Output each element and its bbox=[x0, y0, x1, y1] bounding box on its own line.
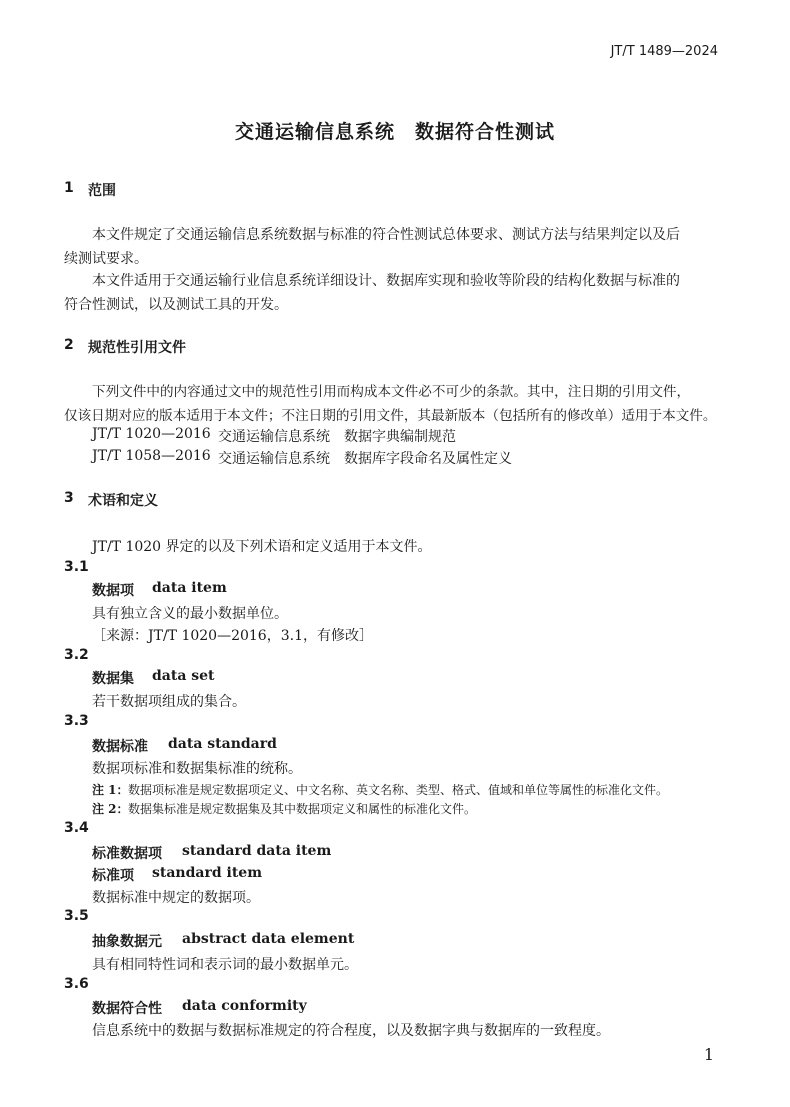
section-1-number: 1 bbox=[64, 180, 74, 196]
document-code: JT/T 1489—2024 bbox=[610, 44, 718, 59]
term-3-4-zh: 标准数据项 bbox=[92, 846, 162, 862]
term-3-4-zh-alt: 标准项 bbox=[92, 868, 134, 884]
s3-intro: JT/T 1020 界定的以及下列术语和定义适用于本文件。 bbox=[92, 539, 432, 555]
ref-2-title: 交通运输信息系统 数据库字段命名及属性定义 bbox=[218, 451, 512, 467]
term-3-4-definition: 数据标准中规定的数据项。 bbox=[92, 890, 260, 906]
term-3-6-en: data conformity bbox=[182, 998, 307, 1014]
s1-para1-line1: 本文件规定了交通运输信息系统数据与标准的符合性测试总体要求、测试方法与结果判定以及后 bbox=[92, 227, 680, 243]
s1-para2-line1: 本文件适用于交通运输行业信息系统详细设计、数据库实现和验收等阶段的结构化数据与标准的 bbox=[92, 273, 680, 289]
term-3-5-en: abstract data element bbox=[182, 931, 355, 947]
term-3-3-number: 3.3 bbox=[64, 713, 89, 729]
term-3-1-definition: 具有独立含义的最小数据单位。 bbox=[92, 606, 288, 622]
term-3-1-zh: 数据项 bbox=[92, 583, 134, 599]
term-3-6-definition: 信息系统中的数据与数据标准规定的符合程度，以及数据字典与数据库的一致程度。 bbox=[92, 1023, 610, 1039]
term-3-5-zh: 抽象数据元 bbox=[92, 934, 162, 950]
s1-para2-line2: 符合性测试，以及测试工具的开发。 bbox=[64, 297, 288, 313]
term-3-6-zh: 数据符合性 bbox=[92, 1001, 162, 1017]
term-3-3-en: data standard bbox=[168, 736, 277, 752]
term-3-4-number: 3.4 bbox=[64, 820, 89, 836]
term-3-2-en: data set bbox=[152, 668, 215, 684]
s2-para-line2: 仅该日期对应的版本适用于本文件；不注日期的引用文件，其最新版本（包括所有的修改单）适用于本文件。 bbox=[64, 408, 717, 424]
term-3-4-en-alt: standard item bbox=[152, 865, 263, 881]
ref-2-code: JT/T 1058—2016 bbox=[92, 448, 211, 464]
ref-1-title: 交通运输信息系统 数据字典编制规范 bbox=[218, 429, 456, 445]
term-3-3-note1-label: 注 1： bbox=[92, 783, 129, 797]
page-number: 1 bbox=[703, 1045, 714, 1064]
term-3-2-definition: 若干数据项组成的集合。 bbox=[92, 694, 246, 710]
section-3-number: 3 bbox=[64, 490, 74, 506]
term-3-2-number: 3.2 bbox=[64, 647, 89, 663]
term-3-3-note2-label: 注 2： bbox=[92, 802, 129, 816]
term-3-2-zh: 数据集 bbox=[92, 671, 134, 687]
term-3-3-definition: 数据项标准和数据集标准的统称。 bbox=[92, 761, 302, 777]
section-2-number: 2 bbox=[64, 337, 74, 353]
term-3-3-note2: 数据集标准是规定数据集及其中数据项定义和属性的标准化文件。 bbox=[128, 802, 477, 816]
term-3-1-en: data item bbox=[152, 580, 227, 596]
term-3-5-definition: 具有相同特性词和表示词的最小数据单元。 bbox=[92, 957, 358, 973]
section-3-heading: 术语和定义 bbox=[88, 493, 158, 509]
term-3-3-zh: 数据标准 bbox=[92, 739, 148, 755]
term-3-6-number: 3.6 bbox=[64, 976, 89, 992]
term-3-1-number: 3.1 bbox=[64, 559, 89, 575]
ref-1-code: JT/T 1020—2016 bbox=[92, 426, 211, 442]
s1-para1-line2: 续测试要求。 bbox=[64, 251, 148, 267]
section-2-heading: 规范性引用文件 bbox=[88, 340, 186, 356]
page-title: 交通运输信息系统 数据符合性测试 bbox=[234, 121, 555, 143]
term-3-3-note1: 数据项标准是规定数据项定义、中文名称、英文名称、类型、格式、值域和单位等属性的标准化文件。 bbox=[128, 783, 669, 797]
term-3-4-en: standard data item bbox=[182, 843, 332, 859]
section-1-heading: 范围 bbox=[88, 183, 116, 199]
term-3-1-source: ［来源：JT/T 1020—2016，3.1，有修改］ bbox=[92, 628, 373, 644]
term-3-5-number: 3.5 bbox=[64, 908, 89, 924]
s2-para-line1: 下列文件中的内容通过文中的规范性引用而构成本文件必不可少的条款。其中，注日期的引用文件， bbox=[92, 384, 691, 400]
